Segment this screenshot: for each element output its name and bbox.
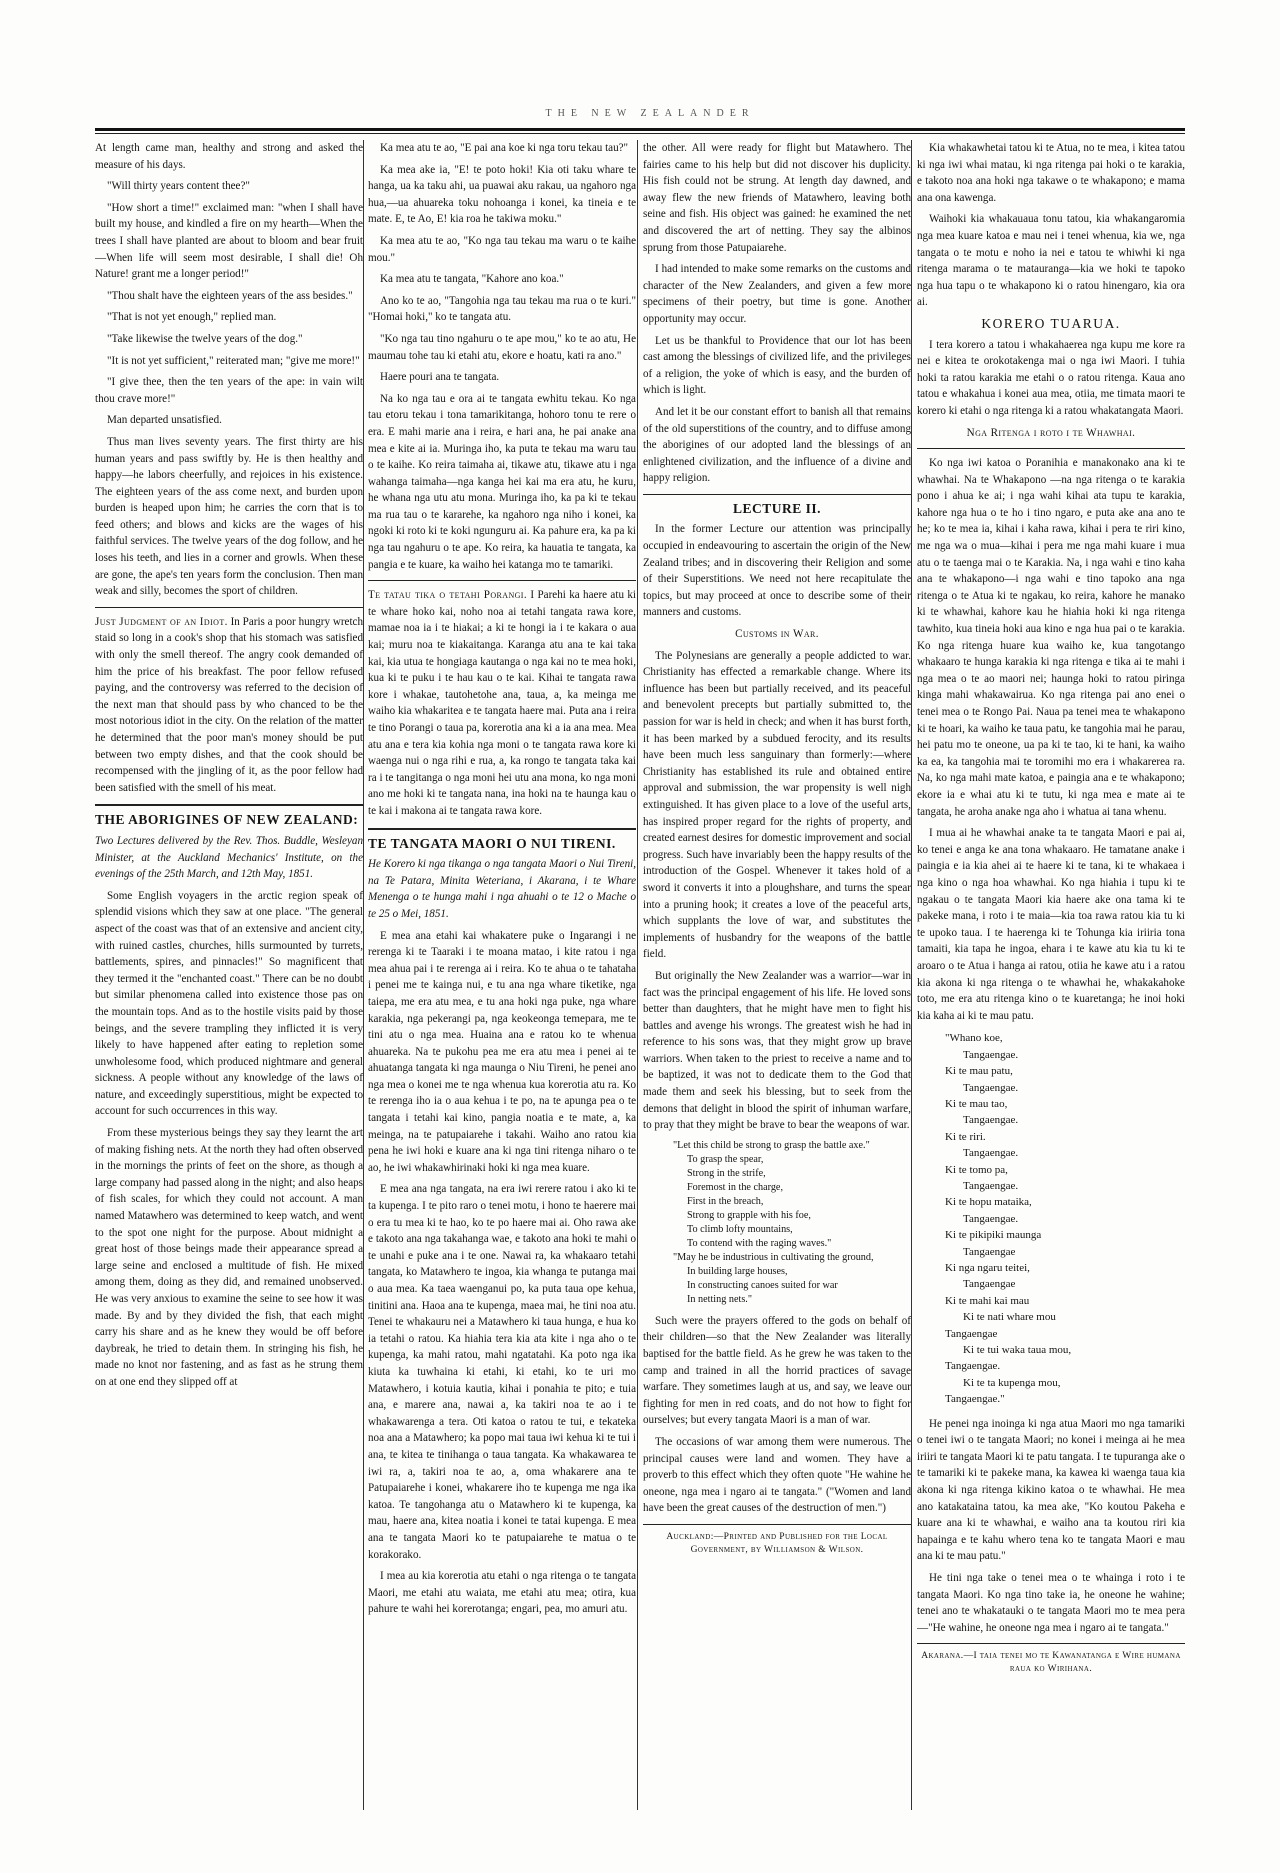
paragraph: Ka mea atu te tangata, "Kahore ano koa." xyxy=(380,273,564,286)
top-rule xyxy=(95,128,1185,131)
chant-line: Ki te ta kupenga mou, xyxy=(963,1376,1061,1389)
paragraph: Such were the prayers offered to the gods on behalf of their children—so that the New Zealander was literally baptised for the battle field. As he grew he was taken to the camp and trained in all the horrid practices of savage warfare. They sometimes laugh at us, and say, we leave our fighting for men in red coats, and do not how to fight for ourselves; but every tangata Maori is a man of war. xyxy=(643,1314,911,1427)
article-separator xyxy=(368,828,636,830)
column-1 xyxy=(95,140,363,1810)
column-4 xyxy=(917,140,1185,1810)
paragraph: Man departed unsatisfied. xyxy=(107,414,222,427)
chant-line: Tangaengae. xyxy=(963,1081,1019,1094)
paragraph: At length came man, healthy and strong and asked the measure of his days. xyxy=(95,142,363,171)
column-3 xyxy=(643,140,911,1810)
paragraph: In the former Lecture our attention was principally occupied in endeavouring to ascertain the origin of the New Zealand tribes; and in discovering their Religion and some of their Superstitions. We need not here recapitulate the topics, but may proceed at once to describe some of their manners and customs. xyxy=(643,523,911,619)
article-body: In Paris a poor hungry wretch staid so long in a cook's shop that his stomach was satisfied with only the smell thereof. The angry cook demanded of him the price of his breakfast. The poor fellow refused paying, and the controversy was referred to the decision of the next man that should pass by who chanced to be the most notorious idiot in the city. On the relation of the matter he determined that the poor man's money should be put between two empty dishes, and that the cook should be recompensed with the jingling of it, as the poor fellow had been satisfied with the smell of his meat. xyxy=(95,615,363,794)
poem-line: In netting nets." xyxy=(687,1293,752,1305)
paragraph: From these mysterious beings they say they learnt the art of making fishing nets. At the north they had often observed in the mornings the prints of feet on the shore, as though a large company had passed along in the night; and also heaps of fish scales, for which they could not account. A man named Matawhero was determined to keep watch, and went to the spot one night for the purpose. About midnight a great host of those beings made their appearance spread a large seine and enclosed a multitude of fish. He mixed among them, doing as they did, and remained unobserved. He was very anxious to examine the seine to see how it was made. By and by they divided the fish, that each might carry his share and as he knew they would be off before daybreak, he tried to detain them. In stringing his fish, he made no knot nor fastening, and as fast as he strung them on at one end they slipped off at xyxy=(95,1127,363,1388)
poem-line: "May he be industrious in cultivating the ground, xyxy=(673,1251,874,1263)
paragraph: I had intended to make some remarks on the customs and character of the New Zealanders, and given a few more specimens of their poetry, but time is gone. Another opportunity may occur. xyxy=(643,263,911,325)
column-divider xyxy=(363,140,364,1810)
paragraph: And let it be our constant effort to banish all that remains of the old superstitions of the country, and to diffuse among the aborigines of our adopted land the blessings of an enlightened civilization, and the influence of a divine and happy religion. xyxy=(643,405,911,485)
column-divider xyxy=(637,140,638,1810)
chant-line: Tangaengae. xyxy=(963,1179,1019,1192)
chant-line: Ki te mau tao, xyxy=(945,1097,1008,1110)
chant-line: Tangaengae xyxy=(963,1278,1016,1291)
poem-line: Strong to grapple with his foe, xyxy=(687,1209,811,1221)
paragraph: The occasions of war among them were numerous. The principal causes were land and women. They have a proverb to this effect which they often quote "He wahine he oneone, nga mea i ngaro ai te tangata." ("Women and land have been the great causes of the destruction of men.") xyxy=(643,1436,911,1515)
article-subheading: He Korero ki nga tikanga o nga tangata Maori o Nui Tireni, na Te Patara, Minita Weteriana, i Akarana, i te Whare Menenga o te hunga mahi i nga ahuahi o te 12 o Mache o te 25 o Mei, 1851. xyxy=(368,858,636,920)
paragraph: Let us be thankful to Providence that our lot has been cast among the blessings of civilized life, and the privileges of a religion, the yoke of which is easy, and the burden of which is light. xyxy=(643,334,911,397)
chant-line: Ki te riri. xyxy=(945,1130,986,1143)
top-rule-thin xyxy=(95,133,1185,134)
column-2 xyxy=(368,140,636,1810)
paragraph: Some English voyagers in the arctic region speak of splendid visions which they saw at one place. "The general aspect of the coast was that of an extensive and ancient city, with ruined castles, churches, hills surmounted by turrets, battlements, spires, and pinnacles!" So magnificent that they termed it the "enchanted coast." There can be no doubt but similar phenomena called into existence those pas on the mountain tops. And as to the hostile visits paid by those beings, and the severe trampling they inflicted it is very likely to have happened after eating to repletion some unwholesome food, which produced nightmare and general sickness. A people without any knowledge of the laws of nature, and exceedingly superstitious, might be expected to account for such occurrences in this way. xyxy=(95,889,363,1118)
paragraph: the other. All were ready for flight but Matawhero. The fairies came to his help but did not discover his duplicity. His fish could not be strung. At length day dawned, and away flew the new friends of Matawhero, leaving both seine and fish. His object was gained: he examined the net and discovered the art of netting. They say the albinos sprung from those Patupaiarehe. xyxy=(643,142,911,254)
chant-line: Ki nga ngaru teitei, xyxy=(945,1261,1030,1274)
paragraph: "That is not yet enough," replied man. xyxy=(107,311,277,324)
article-separator xyxy=(95,804,363,806)
paragraph: Na ko nga tau e ora ai te tangata ewhitu tekau. Ko nga tau etoru tekau i tona tamarikitanga, hohoro tonu te rere o era. E mahi marie ana i reira, e hari ana, he pai anake ana mea e kite ai ia. Muringa iho, ka puta te tekau ma waru tau o te kaihe. Ko reira taimaha ai, tikawe atu, tikawe atu i nga wahanga taimaha—nga kanga hei kai ma era atu, he kuru, he whana nga utu atu mona. Muringa iho, ka pa ki te tekau ma rua tau o te kararehe, ka ngahoro nga niho i konei, ka ngoki ki roto ki te koki ngunguru ai. Ka pahure era, ka pa ki nga tau ngahuru o te ape. Ko reira, ka hauatia te tangata, ka pangia e te kuare, ka waiho hei katanga mo te tamariki. xyxy=(368,392,636,571)
column-divider xyxy=(911,140,912,1810)
article-heading: THE ABORIGINES OF NEW ZEALAND: xyxy=(95,812,359,828)
masthead: THE NEW ZEALANDER xyxy=(545,108,755,119)
paragraph: "Ko nga tau tino ngahuru o te ape mou," ko te ao atu, He maumau tohe tau ki etahi atu, ekore e hoatu, kati ra ano." xyxy=(368,332,636,362)
chant-line: Tangaengae xyxy=(945,1327,998,1340)
article-body: I Parehi ka haere atu ki te whare hoko kai, noho noa ai tetahi tangata rawa kore, mamae noa ia i te hiakai; a ki te hongi ia i te kakara o aua kai; muru noa te kiakaitanga. Karanga atu ana te kai taka kai, kia utua te hongiaga kautanga o nga kai no te mea hoki, kua ki te puku i te hau kau o te kai. Kihai te tangata rawa kore i whakae, tautohetohe ana, taua, a, ka meinga me waiho kia whakaritea e te tangata haere mai. Puta ana i reira te tino Porangi o taua pa, korerotia ana ki a ia ana mea. Mea atu ana e tera kia kohia nga moni o te tangata rawa kore ki waenga nui o nga rihi e rua, a, ka rongo te tangata taka kai ra i te tangitanga o nga moni hei utu ana mona, ko nga moni ano me hoki ki te tangata nana, ina hoki na te haunga kau o te kai i makona ai te tangata rawa kore. xyxy=(368,589,636,817)
article-idiot xyxy=(95,614,363,797)
paragraph: Waihoki kia whakauaua tonu tatou, kia whakangaromia nga mea kuare katoa e mau nei i tenei whenua, kia we, nga tangata o te motu e noho ia nei e tatou te whiwhi ki nga ritenga marama o te matauranga—kia we hoki te tapoko nga hua tapu o te whakapono ki o ratou hinengaro, kia ora ai. xyxy=(917,213,1185,309)
paragraph: He tini nga take o tenei mea o te whainga i roto i te tangata Maori. Ko nga tino take ia, he oneone he wahine; tenei ano te whakatauki o te tangata Maori mo te mea pera—"He wahine, he oneone nga mea i ngaro ai te tangata." xyxy=(917,1571,1185,1634)
paragraph: "Take likewise the twelve years of the dog." xyxy=(107,332,303,345)
paragraph: "I give thee, then the ten years of the ape: in vain wilt thou crave more!" xyxy=(95,376,363,405)
article-heading: Just Judgment of an Idiot. xyxy=(95,615,228,628)
chant-line: Tangaengae." xyxy=(945,1393,1005,1406)
chant-line: Ki te tui waka taua mou, xyxy=(963,1344,1072,1356)
paragraph: Ko nga iwi katoa o Poranihia e manakonako ana ki te whawhai. Na te Whakapono —na nga ritenga o te karakia pono i ahua ke ai; i nga wahi kihai ata tupu te karakia, kahore nga hua o te ho i tino ngaro, e puta ake ana ano te he; ko te mea ia, kihai i kaha rawa, kihai i pera te riri kino, me nga wa o mua—kihai i pera me nga mahi kuare i mua atu o te taenga mai o te Karakia. Na, i nga wahi e tino kaha ana te whakapono—i nga wahi e tino tapoko ana nga ritenga o te Atua ki te ngakau, ko reira, kahore he manako ki te whawhai, kahore kau he hiahia hoki ki nga ritenga tawhito, kua tineia hoki aua kino e nga hua pai o te karakia. Ko nga ritenga huare kua waiho ke, kua tangotango whakaaro te hunga karakia ki nga ritenga e tika ai te mahi i nga mea o te ao maori nei; haunga hoki to ratou piringa kinga mahi whakawairua. Ko nga ritenga pai ano enei o tenei mea o te Rongo Pai. Naua pa tenei mea te whakapono ki te hoari, ka waiho ke taua patu, ke tangohia mai he parau, hei patu mo te oneone, ua pa ki te tao, ki te hani, ka waiho ka ea, ka tangohia mai te toromihi mo era i whakarerea ra. Na, ko nga mahi mate katoa, e paingia ana e te whakapono; ekore ia e whai atu ki te tutu, ki nga mea e mate ai te tangata, he aroha anake nga aho i whatua ai tana whenu. xyxy=(917,457,1185,818)
article-heading: Te tatau tika o tetahi Porangi. xyxy=(368,589,528,602)
lecture-heading: LECTURE II. xyxy=(732,500,822,516)
chant-line: Ki te hopu mataika, xyxy=(945,1196,1032,1209)
paragraph: Ka mea atu te ao, "Ko nga tau tekau ma waru o te kaihe mou." xyxy=(368,234,636,264)
chant-line: Tangaengae. xyxy=(963,1048,1019,1061)
imprint: Akarana.—I taia tenei mo te Kawanatanga e Wire humana raua ko Wirihana. xyxy=(921,1651,1181,1675)
paragraph: I mua ai he whawhai anake ta te tangata Maori e pai ai, ko tenei e anga ke ana tona whakaaro. He tamatane anake i paingia e ia kia ahei ai te haere ki te tana, ki te whakaea i nga kino o nga hoa whawhai. Ko nga hiahia i tupu ki te ngakau o te tangata Maori kia haere ake ona tama ki te pakeke mana, i roto i te maia—kia toa rawa ratou kia tu ki te upoko taua. I te haerenga ki te Tohunga kia iriiria tona tamaiti, kia tapa he ingoa, ehara i te kawe atu kia tu ki te aroaro o te Atua i hanga ai ratou, otiia he kawe atu i a ratou kia akona ki nga ritenga o te whawhai he, whakakahoke toto, me era atu ritenga kino o te kuaretanga; he inoi hoki kia kaha ai ki te mau patu. xyxy=(917,827,1185,1022)
paragraph: Thus man lives seventy years. The first thirty are his human years and pass swiftly by. He is then healthy and happy—he labors cheerfully, and rejoices in his existence. The eighteen years of the ass come next, and burden upon burden is heaped upon him; he carries the corn that is to feed others; and blows and kicks are the wages of his faithful services. The twelve years of the dog follow, and he loses his teeth, and lies in a corner and growls. When these are gone, the ape's ten years form the conclusion. Then man weak and silly, becomes the sport of children. xyxy=(95,435,363,598)
paragraph: I mea au kia korerotia atu etahi o nga ritenga o te tangata Maori, me etahi atu waiata, me etahi atu mea; otira, kua pahure te wahi hei korerotanga; engari, pea, mo amuri atu. xyxy=(368,1570,636,1616)
paragraph: He penei nga inoinga ki nga atua Maori mo nga tamariki o tenei iwi o te tangata Maori; no konei i meinga ai he mea iriiri te tangata Maori ki te patu tangata. I te tupuranga ake o te tamariki ki te pakeke mana, ka kawea ki waenga taua kia akona ki nga ritenga kikino katoa o te whawhai. He mea ano katakataina tatou, ka mea ake, "Ko koutou Pakeha e kuare ana ki te whawhai, e waiho ana ta koutou riri kia hapainga e te kahu whero tena ko te tangata Maori e mau ana ki te mau patu." xyxy=(917,1417,1185,1563)
paragraph: The Polynesians are generally a people addicted to war. Christianity has effected a remarkable change. Where its influence has been but partially received, and its peaceful and benevolent precepts but partially submitted to, the passion for war is held in check; and when it has burst forth, it has been marked by a subdued ferocity, and its results have been much less sanguinary than formerly:—where Christianity has established its rule and obtained entire approval and submission, the war propensity is well nigh extinguished. It has given place to a love of the useful arts, has inspired proper regard for the rights of property, and created earnest desires for domestic improvement and social progress. Such have invariably been the happy results of the introduction of the Gospel. Whenever it takes hold of a sword it converts it into a ploughshare, and turns the spear into a pruning hook; it creates a love of the peaceful arts, which supplants the love of war, and substitutes the implements of husbandry for the weapons of the battle field. xyxy=(643,649,911,961)
paragraph: Ka mea atu te ao, "E pai ana koe ki nga toru tekau tau?" xyxy=(380,142,629,154)
paragraph: But originally the New Zealander was a warrior—war in fact was the principal engagement of his life. He loved sons better than daughters, that he might have men to fight his battles and avenge his wrongs. The greatest wish he had in reference to his sons was, that they might grow up brave warriors. When taken to the priest to receive a name and to be baptized, it was not to dedicate them to the God that made them and seek his blessing, but to seek from the demons that delight in blood the spirit of inhuman warfare, to pray that they might be brave to bear the weapons of war. xyxy=(643,969,911,1132)
poem-line: In constructing canoes suited for war xyxy=(687,1279,838,1291)
paragraph: "How short a time!" exclaimed man: "when I shall have built my house, and kindled a fire on my hearth—When the trees I shall have planted are about to bloom and bear fruit—When life will seem most desirable, I shall die! Oh Nature! grant me a longer period!" xyxy=(95,201,363,281)
chant-line: Ki te pikipiki maunga xyxy=(945,1229,1042,1242)
chant-line: Tangaengae. xyxy=(963,1114,1019,1127)
article-separator xyxy=(643,1524,911,1525)
paragraph: "Will thirty years content thee?" xyxy=(107,180,250,193)
paragraph: Ano ko te ao, "Tangohia nga tau tekau ma rua o te kuri." "Homai hoki," ko te tangata atu. xyxy=(368,294,636,324)
lecture-heading: KORERO TUARUA. xyxy=(981,315,1121,331)
poem-line: First in the breach, xyxy=(687,1195,764,1207)
poem-line: To climb lofty mountains, xyxy=(687,1223,793,1235)
poem-line: In building large houses, xyxy=(687,1265,788,1277)
article-tatau xyxy=(368,587,636,819)
chant-line: Tangaengae. xyxy=(945,1360,1001,1373)
article-separator xyxy=(95,607,363,608)
article-separator xyxy=(368,580,636,581)
paragraph: E mea ana etahi kai whakatere puke o Ingarangi i ne rerenga ki te Taaraki i te moana matao, i kite ratou i nga mea ahua pai i te rerenga ai i reira. Ko te ahua o te tahataha i penei me te kainga nui, e tu ana nga whare tiketike, nga taiepa, me era atu mea, e tu ana hoki nga puke, nga whare karakia, nga pekerangi pa, nga keokeonga temepara, me te tini atu o nga mea. Huaina ana e ratou ko te whenua ahuareka. Na te pukohu pea me era atu mea i penei ai te ahuatanga tangata ki nga maunga o Niu Tireni, he penei ano nga mea o konei me te nga whenua kua korerotia atu ra. Ko te rerenga iho ia o aua kehua i te po, na te apunga pea o te tangata i tetahi kai kino, pangia noatia e te mate, a, ka meinga, na te patupaiarehe i takahi. Waiho ano ratou kia pena he iwi hoki e kuare ana ki nga tini ritenga niharo o te ao, he iwi whakawhirinaki hoki ki nga mea kuare. xyxy=(368,929,636,1174)
chant-line: Tangaengae. xyxy=(963,1147,1019,1160)
paragraph: Ka mea ake ia, "E! te poto hoki! Kia oti taku whare te hanga, ua ka taku ahi, ua puawai aku rakau, ua ngahoro nga hua,—ua ahuareka toku nohoanga i konei, ka tineia e te mate. E, te Ao, E! kia roa he takiwa moku." xyxy=(368,163,636,226)
article-heading: TE TANGATA MAORI O NUI TIRENI. xyxy=(368,835,616,851)
paragraph: I tera korero a tatou i whakahaerea nga kupu me kore ra nei e kitea te orokotakenga mai o nga iwi Maori. I tuhia hoki ta ratou karakia me etahi o o ratou ritenga. Kaua ano tatou e whakahua i konei aua mea, otiia, me timata maori te korero ki etahi o nga ritenga ki a ratou whakatangata Maori. xyxy=(917,338,1185,417)
article-subheading: Two Lectures delivered by the Rev. Thos. Buddle, Wesleyan Minister, at the Auckland Mechanics' Institute, on the evenings of the 25th March, and 12th May, 1851. xyxy=(95,834,363,881)
chant-line: Tangaengae xyxy=(963,1245,1016,1258)
paragraph: "Thou shalt have the eighteen years of the ass besides." xyxy=(107,289,353,302)
section-heading: Customs in War. xyxy=(735,628,819,641)
paragraph: E mea ana nga tangata, na era iwi rerere ratou i ako ki te ta kupenga. I te pito raro o tenei motu, i hono te haerere mai o era tu mea ki te hao, ko te po haere mai ai. Oho rawa ake e takoto ana nga takahanga wae, e takoto ana hoki te mahi o te unahi e puke ana i te one. Nawai ra, ka whakaaro tetahi tangata, ko Matawhero te ingoa, kia whanga te putanga mai o aua mea. Ka taea waenganui po, ka puta taua ope kehua, tinitini ana. Haoa ana te kupenga, maea mai, he tini noa atu. Tenei te whakauru nei a Matawhero ki taua hunga, e hua ko ia tetahi o ratou. Ka hiahia tera kia ata kite i nga aho o te kupenga, ka mahi ratou, mahi ngatatahi. Ka poto nga ika kiuta ka tuwhaina ki etahi, ki etahi, ko te uri mo Matawhero, i kotuia kautia, kihai i ponahia te pito; e tuia ana, e marere ana, nawai a, ka takiri noa te ao i te whakawarenga a tera. Oti katoa o ratou te tui, e tekateka noa ana a Matawhero; ka popo mai taua iwi kehua ki te tui i ana, te kitea te tinihanga o taua tangata. Ka whakawarea te iwi ra, a, takiri noa te ao, a, oma whakarere ana te Patupaiarehe i konei, whakarere iho te kupenga me nga ika katoa. Te tangohanga atu o Matawhero ki te kupenga, ka mau, haere ana, kitea noatia i konei te tatai kupenga. E mea ana te tangata Maori ko te patupaiarehe te matua o te korakorako. xyxy=(368,1183,636,1561)
poem-line: "Let this child be strong to grasp the battle axe." xyxy=(673,1139,870,1151)
poem-line: Strong in the strife, xyxy=(687,1167,766,1179)
article-separator xyxy=(917,1643,1185,1644)
chant-line: Tangaengae. xyxy=(963,1212,1019,1225)
paragraph: Haere pouri ana te tangata. xyxy=(380,371,500,384)
poem-line: To contend with the raging waves." xyxy=(687,1237,832,1249)
chant-line: Ki te nati whare mou xyxy=(963,1311,1056,1324)
chant-line: "Whano koe, xyxy=(945,1032,1003,1045)
poem-line: To grasp the spear, xyxy=(687,1153,764,1165)
chant-line: Ki te mau patu, xyxy=(945,1065,1013,1078)
poem-block xyxy=(673,1139,911,1307)
article-separator xyxy=(917,448,1185,449)
chant-line: Ki te tomo pa, xyxy=(945,1163,1008,1176)
chant-block xyxy=(945,1030,1185,1407)
poem-line: Foremost in the charge, xyxy=(687,1181,784,1193)
chant-line: Ki te mahi kai mau xyxy=(945,1294,1030,1307)
article-separator xyxy=(643,494,911,495)
paragraph: "It is not yet sufficient," reiterated man; "give me more!" xyxy=(107,354,360,367)
imprint: Auckland:—Printed and Published for the Local Government, by Williamson & Wilson. xyxy=(666,1531,888,1555)
paragraph: Kia whakawhetai tatou ki te Atua, no te mea, i kitea tatou ki nga iwi whai matau, ki nga ritenga pai hoki o te karakia, e takoto noa ana hoki nga takawe o te whakapono; e mama ana ona kawenga. xyxy=(917,142,1185,204)
section-heading: Nga Ritenga i roto i te Whawhai. xyxy=(966,426,1136,439)
